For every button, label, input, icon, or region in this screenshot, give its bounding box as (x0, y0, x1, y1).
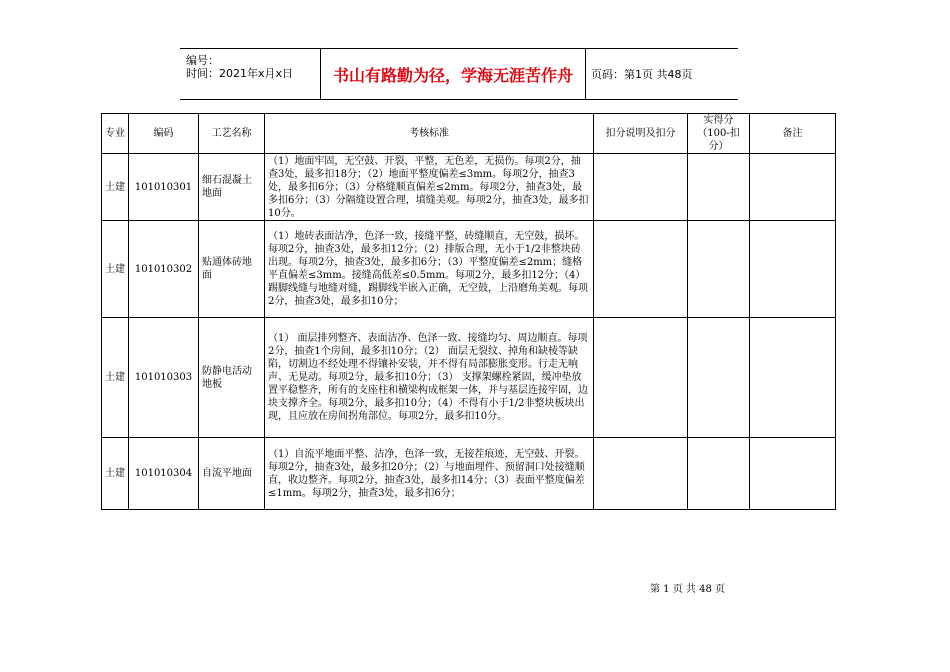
cell-deduct[interactable] (594, 154, 688, 221)
cell-standard: （1）自流平地面平整、洁净，色泽一致，无接茬痕迹，无空鼓、开裂。每项2分，抽查3处，最多扣20分；（2）与地面埋件、预留洞口处接缝顺直，收边整齐。每项2分，抽查3处，最多扣14分；（3）表面平整度偏差≤1mm。每项2分，抽查3处，最多扣6分； (265, 438, 594, 510)
number-label: 编号： (186, 54, 219, 67)
cell-remark[interactable] (750, 438, 836, 510)
page-info: 页码：第1页 共48页 (591, 68, 693, 81)
cell-code: 101010301 (129, 154, 199, 221)
cell-remark[interactable] (750, 221, 836, 318)
col-header-code: 编码 (129, 114, 199, 154)
cell-deduct[interactable] (594, 221, 688, 318)
cell-standard: （1）地面牢固，无空鼓、开裂，平整，无色差，无损伤。每项2分，抽查3处，最多扣18分；（2）地面平整度偏差≤3mm。每项2分，抽查3处，最多扣6分；（3）分格缝顺直偏差≤2mm。每项2分，抽查3处，最多扣6分；（3）分隔缝设置合理，填缝美观。每项2分，抽查3处，最多扣10分。 (265, 154, 594, 221)
cell-score[interactable] (688, 438, 750, 510)
cell-remark[interactable] (750, 318, 836, 438)
cell-score[interactable] (688, 221, 750, 318)
time-label: 时间：2021年x月x日 (186, 67, 294, 80)
table-row (102, 318, 836, 438)
table-row (102, 438, 836, 510)
cell-name: 防静电活动地板 (199, 318, 265, 438)
cell-deduct[interactable] (594, 438, 688, 510)
cell-code: 101010303 (129, 318, 199, 438)
col-header-remark: 备注 (750, 114, 836, 154)
table-row (102, 154, 836, 221)
assessment-table (101, 113, 836, 510)
cell-remark[interactable] (750, 154, 836, 221)
cell-score[interactable] (688, 154, 750, 221)
col-header-spec: 专业 (102, 114, 129, 154)
col-header-name: 工艺名称 (199, 114, 265, 154)
page-header (180, 48, 738, 100)
col-header-standard: 考核标准 (265, 114, 594, 154)
col-header-score: 实得分（100-扣分） (688, 114, 750, 154)
cell-spec: 土建 (102, 318, 129, 438)
cell-name: 自流平地面 (199, 438, 265, 510)
cell-score[interactable] (688, 318, 750, 438)
cell-spec: 土建 (102, 438, 129, 510)
table-header-row (102, 114, 836, 154)
cell-code: 101010302 (129, 221, 199, 318)
cell-spec: 土建 (102, 154, 129, 221)
col-header-deduct: 扣分说明及扣分 (594, 114, 688, 154)
slogan: 书山有路勤为径，学海无涯苦作舟 (320, 49, 586, 99)
cell-name: 细石混凝土地面 (199, 154, 265, 221)
cell-deduct[interactable] (594, 318, 688, 438)
table-row (102, 221, 836, 318)
cell-standard: （1） 面层排列整齐、表面洁净、色泽一致、接缝均匀、周边顺直。每项2分，抽查1个房间，最多扣10分；（2） 面层无裂纹、掉角和缺棱等缺陷，切割边不经处理不得镶补安装，并不得有局部膨胀变形。行走无响声、无晃动。每项2分，最多扣10分；（3） 支撑架螺栓紧固，缓冲垫放置平稳整齐，所有的支座柱和横梁构成框架一体，并与基层连接牢固，边块支撑齐全。每项2分，最多扣10分；（4）不得有小于1/2非整块板块出现，且应放在房间拐角部位。每项2分，最多扣10分。 (265, 318, 594, 438)
cell-spec: 土建 (102, 221, 129, 318)
page-footer: 第 1 页 共 48 页 (650, 584, 725, 595)
header-left-cell (180, 49, 320, 99)
cell-name: 贴通体砖地面 (199, 221, 265, 318)
cell-standard: （1）地砖表面洁净，色泽一致，接缝平整，砖缝顺直，无空鼓，损坏。每项2分，抽查3处，最多扣12分；（2）排版合理，无小于1/2非整块砖出现。每项2分，抽查3处，最多扣6分；（3）平整度偏差≤2mm；缝格平直偏差≤3mm。接缝高低差≤0.5mm。每项2分，最多扣12分；（4）踢脚线缝与地缝对缝，踢脚线半嵌入正确，无空鼓，上沿磨角美观。每项2分，抽查3处，最多扣10分； (265, 221, 594, 318)
cell-code: 101010304 (129, 438, 199, 510)
